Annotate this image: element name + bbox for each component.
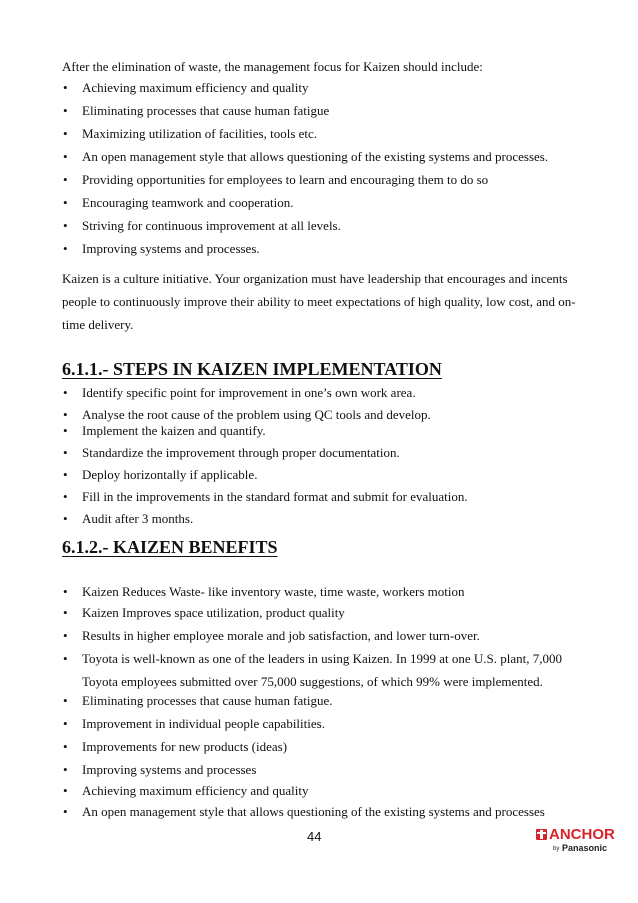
list-item: • An open management style that allows questioning of the existing systems and processes: [63, 804, 545, 819]
list-item: • Improvement in individual people capabilities.: [63, 716, 325, 731]
list-item: • Toyota is well-known as one of the leaders in using Kaizen. In 1999 at one U.S. plant, 7,000 Toyota employees submitted over 75,000 suggestions, of which 99% were implemented.: [62, 647, 602, 693]
bullet-icon: •: [63, 693, 68, 708]
bullet-icon: •: [63, 783, 68, 798]
bullet-icon: •: [63, 739, 68, 754]
bullet-icon: •: [63, 762, 68, 777]
steps-list: [62, 385, 602, 533]
section-heading-benefits: 6.1.2.- KAIZEN BENEFITS: [62, 537, 278, 557]
list-item: • Improvements for new products (ideas): [63, 739, 288, 754]
bullet-icon: •: [63, 149, 68, 164]
list-item: • Striving for continuous improvement at all levels.: [63, 218, 341, 233]
benefits-list: [62, 584, 602, 825]
list-item: • Encouraging teamwork and cooperation.: [63, 195, 294, 210]
anchor-logo-icon: [536, 829, 547, 840]
bullet-icon: •: [63, 195, 68, 210]
bullet-icon: •: [63, 103, 68, 118]
bullet-icon: •: [63, 804, 68, 819]
logo-sub: Panasonic: [562, 843, 608, 853]
section-heading-steps: 6.1.1.- STEPS IN KAIZEN IMPLEMENTATION: [62, 359, 442, 379]
list-item: • Achieving maximum efficiency and quality: [63, 80, 309, 95]
list-item: • Kaizen Reduces Waste- like inventory waste, time waste, workers motion: [63, 584, 465, 599]
list-item: • Deploy horizontally if applicable.: [63, 467, 258, 482]
list-item: • Implement the kaizen and quantify.: [63, 423, 266, 438]
bullet-icon: •: [63, 467, 68, 482]
bullet-icon: •: [63, 651, 68, 666]
list-item: • Eliminating processes that cause human fatigue.: [63, 693, 333, 708]
list-item: • Identify specific point for improvement in one’s own work area.: [63, 385, 416, 400]
list-item: • Kaizen Improves space utilization, product quality: [63, 605, 345, 620]
list-item: • An open management style that allows questioning of the existing systems and processes.: [63, 149, 549, 164]
list-item: • Standardize the improvement through proper documentation.: [63, 445, 400, 460]
bullet-icon: •: [63, 172, 68, 187]
list-item: • Analyse the root cause of the problem using QC tools and develop.: [63, 407, 431, 422]
bullet-icon: •: [63, 584, 68, 599]
bullet-icon: •: [63, 241, 68, 256]
bullet-icon: •: [63, 605, 68, 620]
logo-brand: ANCHOR: [549, 826, 615, 843]
list-item: • Providing opportunities for employees to learn and encouraging them to do so: [63, 172, 489, 187]
bullet-icon: •: [63, 628, 68, 643]
culture-paragraph: Kaizen is a culture initiative. Your organization must have leadership that encourages and incents people to continuously improve their ability to meet expectations of high quality, low cost, and on-time delivery.: [62, 271, 576, 332]
bullet-icon: •: [63, 218, 68, 233]
bullet-icon: •: [63, 407, 68, 422]
anchor-panasonic-logo: [536, 826, 618, 856]
bullet-icon: •: [63, 716, 68, 731]
bullet-icon: •: [63, 423, 68, 438]
list-item: • Improving systems and processes: [63, 762, 257, 777]
list-item: • Audit after 3 months.: [63, 511, 194, 526]
list-item: • Maximizing utilization of facilities, tools etc.: [63, 126, 318, 141]
list-item: • Achieving maximum efficiency and quality: [63, 783, 309, 798]
bullet-icon: •: [63, 489, 68, 504]
logo-by: by: [553, 846, 560, 852]
bullet-icon: •: [63, 126, 68, 141]
list-item: • Fill in the improvements in the standard format and submit for evaluation.: [63, 489, 468, 504]
list-item: • Eliminating processes that cause human fatigue: [63, 103, 330, 118]
focus-list: [62, 80, 602, 264]
bullet-icon: •: [63, 80, 68, 95]
bullet-icon: •: [63, 511, 68, 526]
list-item: • Results in higher employee morale and job satisfaction, and lower turn-over.: [63, 628, 480, 643]
list-item: • Improving systems and processes.: [63, 241, 260, 256]
intro-text: After the elimination of waste, the management focus for Kaizen should include:: [62, 59, 483, 74]
bullet-icon: •: [63, 385, 68, 400]
page-number: 44: [307, 829, 322, 844]
bullet-icon: •: [63, 445, 68, 460]
